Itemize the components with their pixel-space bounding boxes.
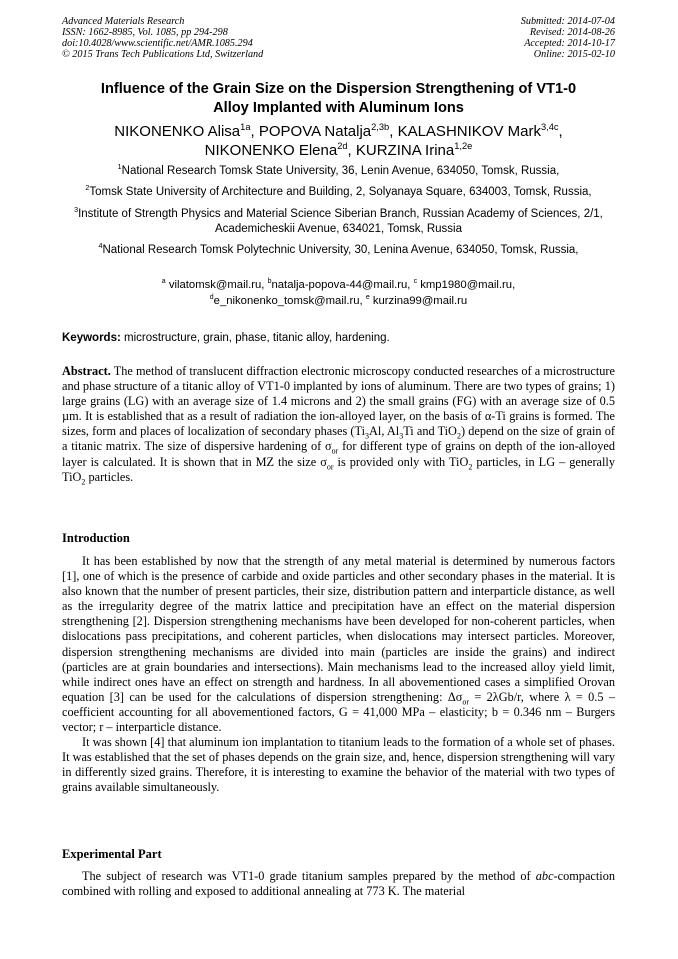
email[interactable]: $^a$ vilatomsk@mail.ru — [161, 278, 262, 291]
email[interactable]: $^d$e_nikonenko_tomsk@mail.ru — [209, 293, 360, 307]
journal-doi: doi:10.4028/www.scientific.net/AMR.1085.294 — [62, 38, 253, 49]
section-heading-introduction: Introduction — [62, 531, 130, 545]
section-heading-experimental: Experimental Part — [62, 847, 162, 861]
paragraph: It has been established by now that the strength of any metal material is determined by numerous factors [1], one of which is the presence of carbide and oxide particles and other secondary phases in the material. It is also known that the number of present particles, their size, distribution pattern and interparticle distance, as well as the irregularity degree of the matrix lattice and precipitation have an effect on the material dispersion strengthening [2]. Dispersion strengthening mechanisms have been developed for non-coherent particles, when dislocations pass precipitations, and coherent particles, when dislocations may intersect particles. Moreover, dispersion strengthening mechanisms are divided into main (particles are inside the grains) and indirect (particles are at grain boundaries and intersections). Main mechanisms lead to the increased alloy yield limit, while indirect ones have an effect on strength and hardness. In all abovementioned cases a simplified Orovan equation [3] can be used for the calculations of dispersion strengthening: $\Delta\sigma_{or} = 2\lambda Gb/r$, where λ = 0.5 – coefficient accounting for all abovementioned factors, G = 41,000 MPa – elasticity; b = 0.346 nm – Burgers vector; r – interparticle distance. — [62, 554, 615, 735]
abstract: Abstract. The method of translucent diffraction electronic microscopy conducted researches of a microstructure and phase structure of a titanic alloy of VT1-0 implanted by ions of aluminum. There are two types of grains; 1) large grains (LG) with an average size of 1.4 microns and 2) the small grains (FG) with an average size of 0.5 µm. It is established that as a result of radiation the ion-alloyed layer, on the basis of α-Ti grains is formed. The sizes, form and places of localization of secondary phases ($Ti_3Al$, $Al_3Ti$ and TiO$_2$) depend on the size of grain of a titanic matrix. The size of dispersive hardening of $\sigma_{or}$ for different type of grains on depth of the ion-alloyed layer is calculated. It is shown that in MZ the size $\sigma_{or}$ is provided only with TiO$_2$ particles, in LG – generally TiO$_2$ particles. — [62, 364, 615, 487]
date-accepted: Accepted: 2014-10-17 — [524, 38, 615, 49]
author: POPOVA Natalja$^{2,3b}$, — [258, 122, 398, 140]
email[interactable]: $^c$ kmp1980@mail.ru — [413, 278, 513, 291]
email[interactable]: $^b$natalja-popova-44@mail.ru — [267, 278, 408, 291]
author: NIKONENKO Elena$^{2d}$, — [204, 141, 356, 159]
keywords-label: Keywords: — [62, 332, 121, 344]
journal-info — [62, 16, 263, 60]
author: KURZINA Irina$^{1,2e}$ — [355, 141, 473, 159]
affiliations — [62, 164, 615, 265]
affiliation: $^2$Tomsk State University of Architecture and Building, 2, Solyanaya Square, 634003, Tomsk, Russia, — [85, 184, 592, 199]
abstract-label: Abstract. — [62, 364, 111, 378]
journal-name: Advanced Materials Research — [62, 16, 185, 27]
introduction-body — [62, 554, 615, 796]
paper-title — [62, 80, 615, 118]
title-line-1: Influence of the Grain Size on the Dispersion Strengthening of VT1-0 — [100, 81, 577, 97]
journal-copyright: © 2015 Trans Tech Publications Ltd, Switzerland — [62, 49, 264, 60]
author: KALASHNIKOV Mark$^{3,4c}$, — [397, 122, 563, 140]
author-list — [62, 122, 615, 160]
email[interactable]: $^e$ kurzina99@mail.ru — [365, 293, 468, 307]
experimental-body — [62, 869, 615, 899]
paragraph: It was shown [4] that aluminum ion implantation to titanium leads to the formation of a whole set of phases. It was established that the set of phases depends on the grain size, and, hence, dispersion strengthening will vary in differently sized grains. Therefore, it is interesting to examine the behavior of the material with two types of grains available simultaneously. — [62, 735, 615, 795]
keywords — [62, 331, 615, 345]
author: NIKONENKO Alisa$^{1a}$, — [114, 122, 259, 140]
date-submitted: Submitted: 2014-07-04 — [520, 16, 615, 27]
keywords-text: microstructure, grain, phase, titanic alloy, hardening. — [120, 332, 390, 344]
title-line-2: Alloy Implanted with Aluminum Ions — [213, 100, 464, 116]
affiliation: $^4$National Research Tomsk Polytechnic University, 30, Lenina Avenue, 634050, Tomsk, Russia, — [98, 242, 579, 257]
affiliation: $^1$National Research Tomsk State University, 36, Lenin Avenue, 634050, Tomsk, Russia, — [117, 163, 560, 177]
date-revised: Revised: 2014-08-26 — [529, 27, 615, 38]
paragraph: The subject of research was VT1-0 grade titanium samples prepared by the method of abc-compaction combined with rolling and exposed to additional annealing at 773 K. The material — [62, 869, 615, 899]
date-online: Online: 2015-02-10 — [533, 49, 615, 60]
affiliation: $^3$Institute of Strength Physics and Material Science Siberian Branch, Russian Academy of Sciences, 2/1, Academicheskii Avenue, 634021, Tomsk, Russia — [74, 205, 603, 236]
journal-issn: ISSN: 1662-8985, Vol. 1085, pp 294-298 — [62, 27, 228, 38]
publication-dates — [521, 16, 615, 60]
author-emails: $^a$ vilatomsk@mail.ru, $^b$natalja-popova-44@mail.ru, $^c$ kmp1980@mail.ru, $^d$e_nikonenko_tomsk@mail.ru, $^e$ kurzina99@mail.ru — [161, 278, 516, 307]
